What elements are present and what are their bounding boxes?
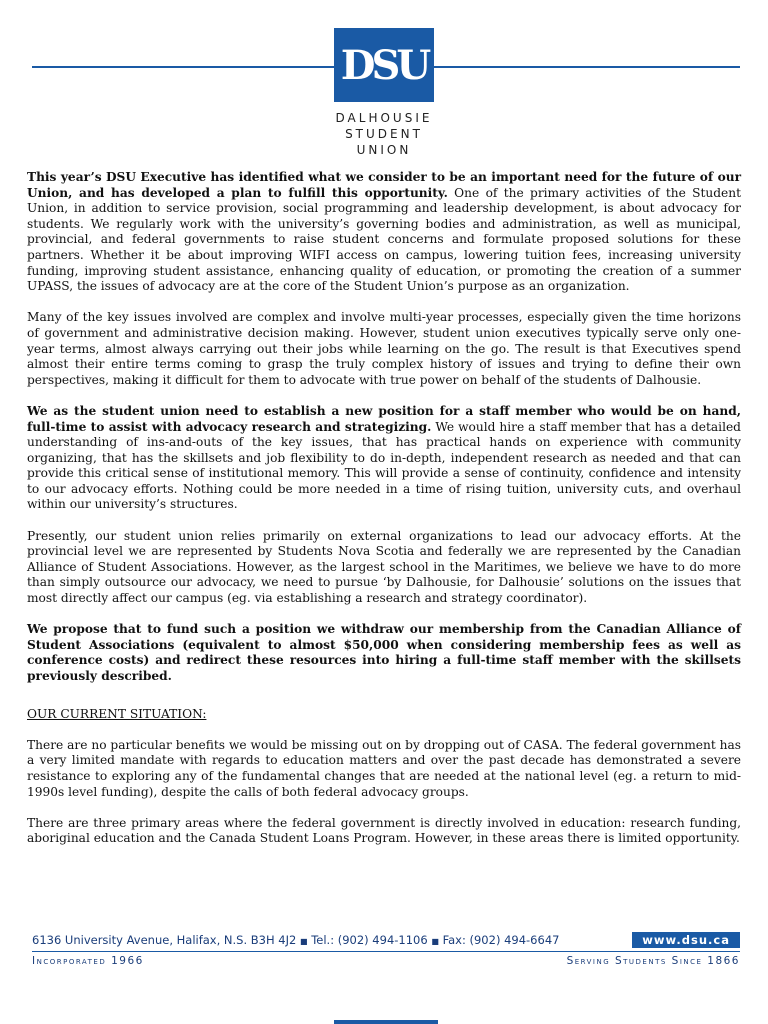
footer-website-link[interactable]: www.dsu.ca <box>632 932 740 948</box>
paragraph-7: There are three primary areas where the federal government is directly involved in education: research funding, aboriginal education and the Canada Student Loans Program. However, in these areas there is limited opportunity. <box>27 815 741 846</box>
paragraph-1-text: One of the primary activities of the Student Union, in addition to service provision, social programming and leadership development, is about advocacy for students. We regularly work with the university’s governing bodies and administration, as well as municipal, provincial, and federal governments to raise student concerns and formulate proposed solutions for these partners. Whether it be about improving WIFI access on campus, lowering tuition fees, increasing university funding, improving student assistance, enhancing quality of education, or promoting the creation of a summer UPASS, the issues of advocacy are at the core of the Student Union’s purpose as an organization. <box>27 185 742 294</box>
proposal-statement: We propose that to fund such a position we withdraw our membership from the Canadian Alliance of Student Associations (equivalent to almost $50,000 when considering membership fees as well as conference costs) and redirect these resources into hiring a full-time staff member with the skillsets previously described. <box>27 622 741 683</box>
separator-icon: ■ <box>299 937 308 946</box>
paragraph-3 <box>27 404 741 513</box>
paragraph-4: Presently, our student union relies primarily on external organizations to lead our advocacy efforts. At the provincial level we are represented by Students Nova Scotia and federally we are represented by the Canadian Alliance of Student Associations. However, as the largest school in the Maritimes, we believe we have to do more than simply outsource our advocacy, we need to pursue ‘by Dalhousie, for Dalhousie’ solutions on the issues that most directly affect our campus (eg. via establishing a research and strategy coordinator). <box>27 528 741 606</box>
dsu-logo <box>334 28 434 102</box>
paragraph-5 <box>27 622 741 684</box>
header-rule-left <box>32 66 334 68</box>
footer <box>32 932 740 967</box>
footer-rule <box>32 951 740 952</box>
footer-serving: Serving Students Since 1866 <box>566 955 740 967</box>
paragraph-3-text: We would hire a staff member that has a detailed understanding of ins-and-outs of the key issues, that has practical hands on experience with community organizing, that has the skillsets and job flexibility to do in-depth, independent research as needed and that can provide this critical sense of institutional memory. This will provide a sense of continuity, confidence and intensity to our advocacy efforts. Nothing could be more needed in a time of rising tuition, university cuts, and overhaul within our university’s structures. <box>27 419 741 512</box>
footer-contact-line <box>32 932 740 948</box>
organization-name <box>304 110 464 158</box>
footer-incorporated: Incorporated 1966 <box>32 955 144 967</box>
org-line-2: STUDENT <box>345 127 423 141</box>
logo-mark: DSU <box>340 41 428 89</box>
org-line-3: UNION <box>356 143 412 157</box>
footer-tagline-line <box>32 955 740 967</box>
paragraph-2: Many of the key issues involved are complex and involve multi-year processes, especially given the time horizons of government and administrative decision making. However, student union executives typically serve only one-year terms, almost always carrying out their jobs while learning on the go. The result is that Executives spend almost their entire terms coming to grasp the truly complex history of issues and trying to define their own perspectives, making it difficult for them to advocate with true power on behalf of the students of Dalhousie. <box>27 310 741 387</box>
footer-tel: Tel.: (902) 494-1106 <box>311 933 428 947</box>
separator-icon: ■ <box>431 937 439 946</box>
org-line-1: DALHOUSIE <box>335 111 433 125</box>
footer-fax: Fax: (902) 494-6647 <box>442 933 560 947</box>
paragraph-3-lead: We as the student union need to establish a new position for a staff member who would be on hand, full-time to assist with advocacy research and strategizing. <box>27 403 741 434</box>
footer-address: 6136 University Avenue, Halifax, N.S. B3H 4J2 <box>32 933 297 947</box>
next-page-edge <box>334 1020 438 1024</box>
header-rule-right <box>434 66 740 68</box>
paragraph-1 <box>27 170 741 295</box>
footer-contact <box>32 933 559 947</box>
paragraph-1-lead: This year’s DSU Executive has identified what we consider to be an important need for the future of our Union, and has developed a plan to fulfill this opportunity. <box>27 170 741 200</box>
section-title: OUR CURRENT SITUATION: <box>27 706 207 721</box>
paragraph-6: There are no particular benefits we would be missing out on by dropping out of CASA. The federal government has a very limited mandate with regards to education matters and over the past decade has demonstrated a severe resistance to exploring any of the fundamental changes that are needed at the national level (eg. a return to mid-1990s level funding), despite the calls of both federal advocacy groups. <box>27 737 741 799</box>
letter-body <box>27 170 741 863</box>
